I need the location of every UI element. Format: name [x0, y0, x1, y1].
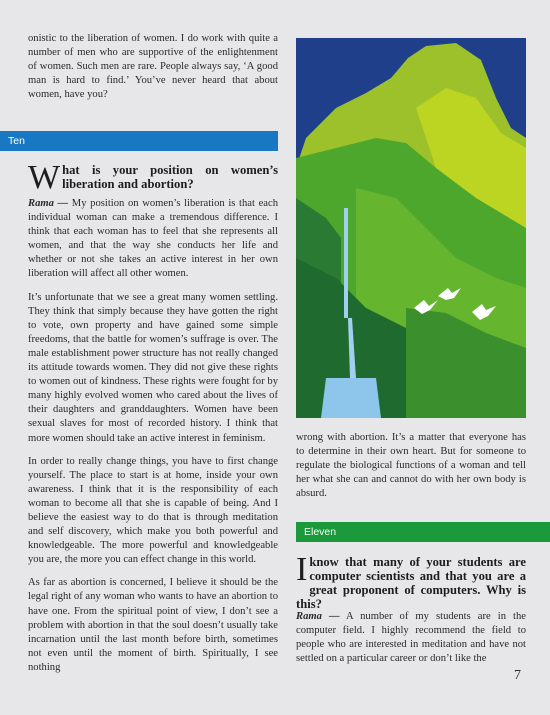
question-ten	[28, 159, 278, 196]
waterfall-upper	[344, 208, 348, 318]
question-eleven	[296, 551, 526, 611]
page-number: 7	[514, 668, 521, 683]
speaker-label: Rama —	[28, 198, 69, 209]
waterfall-illustration	[296, 38, 526, 418]
section-ten-header: Ten	[0, 131, 278, 151]
answer-ten-continuation: wrong with abortion. It’s a matter that everyone has to determine in their own heart. But for someone to regulate the biological functions of a woman and tell her what she can and cannot do with her own body is absurd.	[296, 432, 526, 500]
intro-paragraph	[28, 32, 278, 102]
question-ten-text: hat is your position on women’s liberation and abortion?	[62, 163, 278, 191]
pool	[321, 378, 381, 418]
answer-ten-paragraph-2: It’s unfortunate that we see a great many women settling. They think that simply because they have gotten the right to vote, own property and have gained some simple freedoms, that the battle for women’s suffrage is over. The male establishment power structure has not really changed its attitude towards women. They did not give these rights to women out of kindness. These rights were fought for by many highly evolved women who cared about the lives of their daughters and granddaughters. Women have been sexual slaves for most of recorded history. I think that more women should take an active interest in feminism.	[28, 291, 278, 444]
answer-ten	[28, 197, 278, 675]
question-eleven-dropcap: I	[296, 551, 308, 588]
answer-ten-paragraph-4: As far as abortion is concerned, I believe it should be the legal right of any woman who wants to have an abortion to have one. From the spiritual point of view, I don’t see a problem with abortion in that the soul doesn’t usually take incarnation until the last month before birth, sometimes not even until the moment of birth. Spiritually, I see nothing	[28, 577, 278, 673]
speaker-label-eleven: Rama —	[296, 611, 340, 622]
answer-eleven: Rama — A number of my students are in the computer field. I highly recommend the field to people who are interested in meditation and have not settled on a particular career or don’t like the	[296, 611, 526, 665]
question-ten-dropcap: W	[28, 159, 61, 196]
intro-text: onistic to the liberation of women. I do work with quite a number of men who are supportive of the enlightenment of women. Such men are rare. People always say, ‘A good man is hard to find.’ You’ve never heard that about women, have you?	[28, 33, 278, 101]
question-eleven-text: know that many of your students are computer scientists and that you are a great proponent of computers. Why is this?	[296, 555, 526, 611]
answer-ten-paragraph-3: In order to really change things, you have to first change yourself. The place to start is at home, inside your own awareness. I think that it is the responsibility of each woman to become all that she is capable of being. And I believe the easiest way to do that is through meditation and self discovery, which make you both powerful and knowledgeable. The more powerful and knowledgeable you are, the more you can effect change in this world.	[28, 455, 278, 566]
section-eleven-header: Eleven	[296, 522, 550, 542]
answer-ten-paragraph-1: Rama — My position on women’s liberation is that each individual woman can make a tremendous difference. I think that each woman has to feel that she represents all women, and that the way she conducts her life and whether or not she takes an active interest in her own liberation will affect all other women.	[28, 198, 278, 280]
